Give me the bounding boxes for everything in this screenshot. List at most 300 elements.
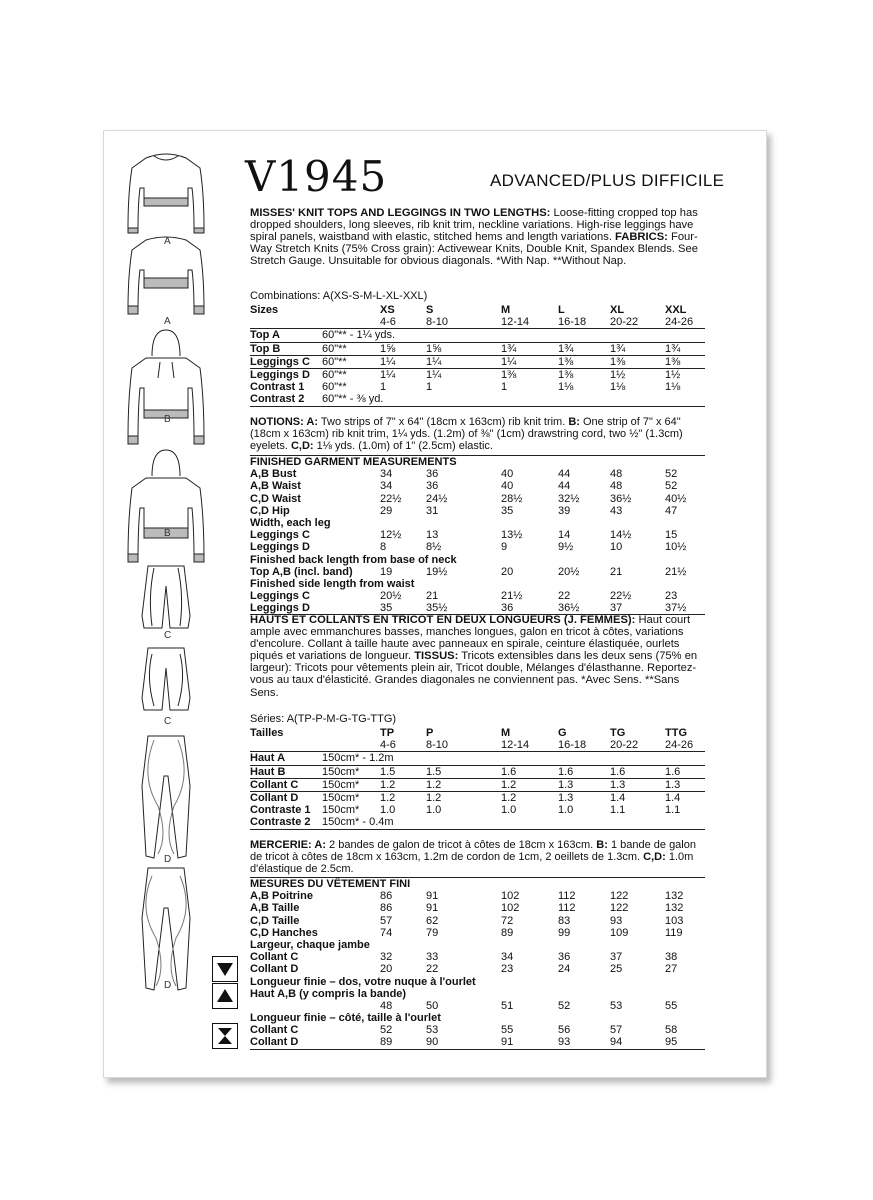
table-cell: 112 (558, 890, 576, 903)
table-cell: 1.0 (558, 804, 574, 817)
row-label: Collant D (250, 1036, 299, 1049)
table-cell: 1.3 (665, 778, 681, 791)
table-row (250, 505, 705, 517)
table-cell: 40 (501, 480, 514, 493)
table-row (250, 1012, 705, 1024)
table-cell: 32½ (558, 492, 580, 505)
table-cell: 32 (380, 951, 393, 964)
table-cell: 55 (501, 1024, 514, 1037)
table-cell: 40 (501, 468, 514, 481)
table-cell: 13½ (501, 529, 523, 542)
row-label: Haut B (250, 765, 286, 778)
table-cell: 93 (610, 914, 623, 927)
table-row (250, 329, 705, 342)
table-row (250, 939, 705, 951)
row-label: Leggings C (250, 590, 310, 603)
table-cell: 132 (665, 890, 684, 903)
fabric-width: 60"** - ⅜ yd. (322, 393, 384, 406)
row-label: Haut A,B (y compris la bande) (250, 987, 407, 1000)
table-row (250, 816, 705, 829)
table-cell: 51 (501, 999, 514, 1012)
fabrics-label: FABRICS: (615, 231, 668, 244)
table-cell: 90 (426, 1036, 439, 1049)
table-cell: 95 (665, 1036, 678, 1049)
table-row (250, 1000, 705, 1012)
column-header: P (426, 727, 434, 739)
table-cell: 48 (610, 468, 623, 481)
row-label: Contraste 1 (250, 804, 311, 817)
fabric-width: 60"** - 1¼ yds. (322, 329, 395, 342)
table-cell: 1⅜ (610, 355, 626, 368)
table-cell: 79 (426, 926, 439, 939)
table-cell: 10½ (665, 541, 687, 554)
size-range: 8-10 (426, 739, 449, 752)
table-cell: 20 (501, 565, 514, 578)
table-cell: 21½ (501, 590, 523, 603)
table-cell: 112 (558, 902, 576, 915)
garment-sketches (118, 148, 218, 998)
table-cell: 8 (380, 541, 387, 554)
fabric-width: 150cm* (322, 791, 360, 804)
section-title: FINISHED GARMENT MEASUREMENTS (250, 456, 457, 468)
table-row (250, 779, 705, 792)
table-row (250, 976, 705, 988)
table-cell: 1.1 (665, 804, 681, 817)
row-label: Longueur finie – dos, votre nuque à l'ourlet (250, 975, 476, 988)
table-row (250, 927, 705, 939)
fabric-width: 150cm* (322, 765, 360, 778)
table-cell: 44 (558, 480, 571, 493)
row-label: Top B (250, 342, 281, 355)
column-header: G (558, 727, 567, 739)
description-en (250, 207, 705, 267)
size-range: 16-18 (558, 316, 587, 329)
sketch-top-b-front (128, 330, 204, 444)
table-cell: 20½ (380, 590, 402, 603)
table-cell: 53 (426, 1024, 439, 1037)
section-title: MESURES DU VÊTEMENT FINI (250, 878, 411, 890)
table-cell: 86 (380, 902, 393, 915)
table-cell: 24½ (426, 492, 448, 505)
table-cell: 1 (501, 381, 508, 394)
fabrics-text: Four-Way Stretch Knits (75% Cross grain): Activewear Knits, Double Knit, Spandex Blends. See Stretch Gauge. Unsuitable for obvious diagonals. *With Nap. **Without Nap. (250, 231, 698, 268)
table-cell: 1⅛ (558, 381, 574, 394)
table-cell: 102 (501, 902, 520, 915)
size-range: 12-14 (501, 739, 530, 752)
arrow-up-icon (212, 983, 238, 1009)
table-row (250, 902, 705, 914)
sketch-letter: D (164, 854, 172, 865)
table-cell: 52 (558, 999, 571, 1012)
table-cell: 1¼ (426, 368, 442, 381)
table-cell: 35 (501, 504, 514, 517)
table-cell: 33 (426, 951, 439, 964)
table-row (250, 566, 705, 578)
table-cell: 1⅜ (558, 355, 574, 368)
table-cell: 1.2 (426, 778, 442, 791)
table-row (250, 541, 705, 553)
row-label: Leggings D (250, 602, 310, 615)
size-range: 4-6 (380, 739, 396, 752)
table-cell: 1½ (665, 368, 681, 381)
row-label: Finished back length from base of neck (250, 553, 457, 566)
row-label: C,D Hanches (250, 926, 318, 939)
column-header: XS (380, 304, 395, 316)
row-label: A,B Taille (250, 902, 300, 915)
yardage-table-en (250, 304, 705, 407)
sketch-letter: C (164, 630, 172, 641)
table-cell: 44 (558, 468, 571, 481)
table-cell: 27 (665, 963, 678, 976)
row-label: C,D Waist (250, 492, 301, 505)
table-cell: 1.2 (426, 791, 442, 804)
table-cell: 72 (501, 914, 514, 927)
table-row (250, 493, 705, 505)
row-label: C,D Taille (250, 914, 300, 927)
row-label: Longueur finie – côté, taille à l'ourlet (250, 1012, 441, 1025)
description-heading: MISSES' KNIT TOPS AND LEGGINGS IN TWO LENGTHS: (250, 207, 551, 219)
table-cell: 89 (501, 926, 514, 939)
table-cell: 29 (380, 504, 393, 517)
table-row (250, 752, 705, 765)
table-row (250, 578, 705, 590)
table-row (250, 517, 705, 529)
table-cell: 48 (380, 999, 393, 1012)
table-cell: 56 (558, 1024, 571, 1037)
table-cell: 53 (610, 999, 623, 1012)
sketch-leggings-c-front (142, 566, 190, 628)
table-cell: 37 (610, 602, 623, 615)
measurements-title (250, 455, 705, 468)
size-range: 24-26 (665, 316, 694, 329)
fabric-width: 150cm* - 0.4m (322, 816, 394, 829)
table-cell: 31 (426, 504, 439, 517)
table-cell: 91 (501, 1036, 514, 1049)
row-label: Collant D (250, 963, 299, 976)
sketch-leggings-d-back (142, 868, 190, 990)
table-cell: 74 (380, 926, 393, 939)
size-range: 24-26 (665, 739, 694, 752)
table-cell: 1¾ (610, 342, 626, 355)
table-cell: 36½ (558, 602, 580, 615)
table-cell: 86 (380, 890, 393, 903)
table-row (250, 915, 705, 927)
table-cell: 36 (501, 602, 514, 615)
table-row (250, 529, 705, 541)
table-cell: 34 (380, 468, 393, 481)
table-cell: 1 (380, 381, 387, 394)
table-cell: 34 (501, 951, 514, 964)
table-cell: 1.2 (380, 791, 396, 804)
fabric-width: 150cm* (322, 778, 360, 791)
table-header-row (250, 304, 705, 316)
row-label: Contrast 2 (250, 393, 305, 406)
table-cell: 1.0 (426, 804, 442, 817)
size-range: 4-6 (380, 316, 396, 329)
sketch-letter: A (164, 316, 171, 327)
row-label: Collant D (250, 791, 299, 804)
hourglass-icon (212, 1023, 238, 1049)
fabric-width: 60"** (322, 355, 347, 368)
table-cell: 21 (610, 565, 623, 578)
size-range: 20-22 (610, 316, 639, 329)
sketch-letter: B (164, 528, 171, 539)
table-cell: 1¾ (558, 342, 574, 355)
table-cell: 1⅛ (665, 381, 681, 394)
table-row (250, 381, 705, 393)
size-range: 8-10 (426, 316, 449, 329)
fabric-width: 60"** (322, 381, 347, 394)
table-cell: 43 (610, 504, 623, 517)
table-cell: 21 (426, 590, 439, 603)
table-row (250, 468, 705, 480)
size-range: 12-14 (501, 316, 530, 329)
table-cell: 34 (380, 480, 393, 493)
table-cell: 91 (426, 890, 439, 903)
table-cell: 1¼ (501, 355, 517, 368)
table-row (250, 369, 705, 381)
row-label: Collant C (250, 778, 299, 791)
table-cell: 1.1 (610, 804, 626, 817)
table-cell: 22½ (380, 492, 402, 505)
table-cell: 1.6 (665, 765, 681, 778)
table-cell: 12½ (380, 529, 402, 542)
sketch-top-a-back (128, 237, 204, 314)
description-body: Loose-fitting cropped top has dropped shoulders, long sleeves, rib knit trim, neckline variations. High-rise leggings have spiral panels, waistband with elastic, stitched hems and length variations. (250, 207, 698, 244)
table-cell: 1⅛ (610, 381, 626, 394)
row-label: Collant C (250, 1024, 299, 1037)
table-cell: 1.2 (501, 791, 517, 804)
table-cell: 37 (610, 951, 623, 964)
table-cell: 22½ (610, 590, 632, 603)
table-cell: 1¼ (380, 355, 396, 368)
table-cell: 1.4 (665, 791, 681, 804)
combinations-fr: Séries: A(TP-P-M-G-TG-TTG) (250, 713, 397, 725)
row-label: A,B Poitrine (250, 890, 313, 903)
table-cell: 89 (380, 1036, 393, 1049)
sketch-letter: A (164, 236, 171, 247)
row-label: Leggings C (250, 355, 310, 368)
table-cell: 1¾ (665, 342, 681, 355)
table-cell: 35 (380, 602, 393, 615)
table-row (250, 554, 705, 566)
table-cell: 1.3 (610, 778, 626, 791)
table-cell: 35½ (426, 602, 448, 615)
column-header: S (426, 304, 434, 316)
row-label: Contrast 1 (250, 381, 305, 394)
table-cell: 119 (665, 926, 683, 939)
notions-en: NOTIONS: A: Two strips of 7" x 64" (18cm x 163cm) rib knit trim. B: One strip of 7" x 64" (18cm x 163cm) rib knit trim, 1¼ yds. (1.2m) of ⅜" (1cm) drawstring cord, two ½" (1.3cm) eyelets. C,D: 1⅛ yds. (1.0m) of 1" (2.5cm) elastic. (250, 416, 683, 453)
row-label: Top A (250, 329, 280, 342)
sketch-letter: D (164, 980, 172, 991)
table-cell: 22 (558, 590, 571, 603)
table-row (250, 393, 705, 406)
table-cell: 94 (610, 1036, 623, 1049)
table-cell: 1.4 (610, 791, 626, 804)
fabric-width: 150cm* (322, 804, 360, 817)
table-cell: 1¼ (426, 355, 442, 368)
table-cell: 103 (665, 914, 684, 927)
column-header: Tailles (250, 727, 284, 739)
row-label: A,B Waist (250, 480, 301, 493)
table-row (250, 1036, 705, 1049)
table-cell: 1.0 (501, 804, 517, 817)
row-label: Width, each leg (250, 516, 331, 529)
row-label: C,D Hip (250, 504, 290, 517)
table-row (250, 343, 705, 356)
table-cell: 1.5 (426, 765, 442, 778)
table-cell: 40½ (665, 492, 687, 505)
column-header: XL (610, 304, 625, 316)
description-fr: HAUTS ET COLLANTS EN TRICOT EN DEUX LONGUEURS (J. FEMMES): Haut court ample avec emmanchures basses, manches longues, galon en tricot à côtes, variations d'encolure. Collant à taille haute avec panneaux en spirale, ceinture élastiquée, ourlets piqués et variations de longueur. TISSUS: Tricots extensibles dans les deux sens (75% en largeur): Tricots pour vêtements plein air, Tricot double, Mélanges d'élasthanne. Reportez-vous au taux d'élasticité. Grandes diagonales ne conviennent pas. *Avec Sens. **Sans Sens. (250, 614, 698, 699)
table-cell: 1⅜ (665, 355, 681, 368)
table-cell: 1.6 (610, 765, 626, 778)
table-row (250, 766, 705, 779)
row-label: Leggings C (250, 529, 310, 542)
table-cell: 1½ (610, 368, 626, 381)
row-label: Leggings D (250, 368, 310, 381)
table-cell: 36½ (610, 492, 632, 505)
table-cell: 36 (426, 480, 439, 493)
difficulty-level: ADVANCED/PLUS DIFFICILE (490, 171, 725, 190)
table-subheader-row (250, 739, 705, 752)
column-header: Sizes (250, 304, 279, 316)
table-cell: 55 (665, 999, 678, 1012)
table-cell: 1⅜ (501, 368, 517, 381)
table-cell: 58 (665, 1024, 678, 1037)
table-cell: 57 (610, 1024, 623, 1037)
table-cell: 122 (610, 890, 629, 903)
table-cell: 47 (665, 504, 678, 517)
column-header: TTG (665, 727, 687, 739)
table-cell: 1.5 (380, 765, 396, 778)
table-cell: 50 (426, 999, 439, 1012)
table-cell: 23 (501, 963, 514, 976)
sketch-top-a-front (128, 154, 204, 233)
table-cell: 19 (380, 565, 393, 578)
table-cell: 20 (380, 963, 393, 976)
table-cell: 99 (558, 926, 571, 939)
column-header: XXL (665, 304, 687, 316)
table-cell: 19½ (426, 565, 448, 578)
table-row (250, 988, 705, 1000)
table-cell: 1⅝ (426, 342, 442, 355)
table-cell: 1.3 (558, 778, 574, 791)
table-cell: 1⅝ (380, 342, 396, 355)
table-cell: 132 (665, 902, 684, 915)
table-cell: 1.2 (380, 778, 396, 791)
table-cell: 39 (558, 504, 571, 517)
table-row (250, 890, 705, 902)
fabric-width: 60"** (322, 342, 347, 355)
table-cell: 122 (610, 902, 629, 915)
table-cell: 24 (558, 963, 571, 976)
combinations-en: Combinations: A(XS-S-M-L-XL-XXL) (250, 290, 428, 302)
sketch-top-b-back (128, 450, 204, 562)
row-label: Largeur, chaque jambe (250, 938, 370, 951)
table-cell: 1.2 (501, 778, 517, 791)
column-header: M (501, 727, 511, 739)
column-header: L (558, 304, 565, 316)
table-cell: 22 (426, 963, 439, 976)
table-cell: 83 (558, 914, 571, 927)
table-row (250, 804, 705, 816)
column-header: M (501, 304, 511, 316)
table-cell: 1¾ (501, 342, 517, 355)
table-cell: 8½ (426, 541, 442, 554)
table-row (250, 951, 705, 963)
row-label: Leggings D (250, 541, 310, 554)
measurements-table-en (250, 455, 705, 615)
table-cell: 14 (558, 529, 571, 542)
yardage-table-fr (250, 727, 705, 830)
table-cell: 14½ (610, 529, 632, 542)
table-cell: 1.6 (501, 765, 517, 778)
table-cell: 15 (665, 529, 678, 542)
column-header: TP (380, 727, 395, 739)
table-subheader-row (250, 316, 705, 329)
table-cell: 1.6 (558, 765, 574, 778)
table-row (250, 356, 705, 369)
table-cell: 21½ (665, 565, 687, 578)
row-label: Contraste 2 (250, 816, 311, 829)
table-cell: 62 (426, 914, 439, 927)
table-cell: 36 (558, 951, 571, 964)
table-cell: 52 (380, 1024, 393, 1037)
table-cell: 20½ (558, 565, 580, 578)
table-cell: 13 (426, 529, 439, 542)
table-cell: 28½ (501, 492, 523, 505)
row-label: Collant C (250, 951, 299, 964)
table-cell: 37½ (665, 602, 687, 615)
table-cell: 48 (610, 480, 623, 493)
table-cell: 1¼ (380, 368, 396, 381)
table-row (250, 480, 705, 492)
table-cell: 38 (665, 951, 678, 964)
table-header-row (250, 727, 705, 739)
size-range: 16-18 (558, 739, 587, 752)
table-row (250, 792, 705, 804)
table-cell: 102 (501, 890, 520, 903)
size-range: 20-22 (610, 739, 639, 752)
pattern-number: V1945 (245, 152, 388, 201)
fabric-width: 60"** (322, 368, 347, 381)
fabric-width: 150cm* - 1.2m (322, 752, 394, 765)
sketch-leggings-d-front (142, 736, 190, 858)
table-cell: 109 (610, 926, 629, 939)
row-label: Finished side length from waist (250, 577, 415, 590)
table-cell: 1⅜ (558, 368, 574, 381)
table-cell: 52 (665, 480, 678, 493)
arrow-down-icon (212, 956, 238, 982)
table-cell: 10 (610, 541, 623, 554)
table-cell: 9 (501, 541, 508, 554)
sketch-letter: B (164, 414, 171, 425)
table-cell: 1 (426, 381, 433, 394)
table-cell: 52 (665, 468, 678, 481)
measurements-table-fr (250, 877, 705, 1050)
measurements-title (250, 877, 705, 890)
table-cell: 36 (426, 468, 439, 481)
notions-fr: MERCERIE: A: 2 bandes de galon de tricot à côtes de 18cm x 163cm. B: 1 bande de galon de tricot à côtes de 18cm x 163cm, 1.2m de cordon de 1cm, 2 oeillets de 1.3cm. C,D: 1.0m d'élastique de 2.5cm. (250, 839, 696, 876)
table-cell: 23 (665, 590, 678, 603)
table-cell: 25 (610, 963, 623, 976)
table-row (250, 590, 705, 602)
sketch-letter: C (164, 716, 172, 727)
row-label: A,B Bust (250, 468, 297, 481)
table-cell: 93 (558, 1036, 571, 1049)
table-cell: 57 (380, 914, 393, 927)
